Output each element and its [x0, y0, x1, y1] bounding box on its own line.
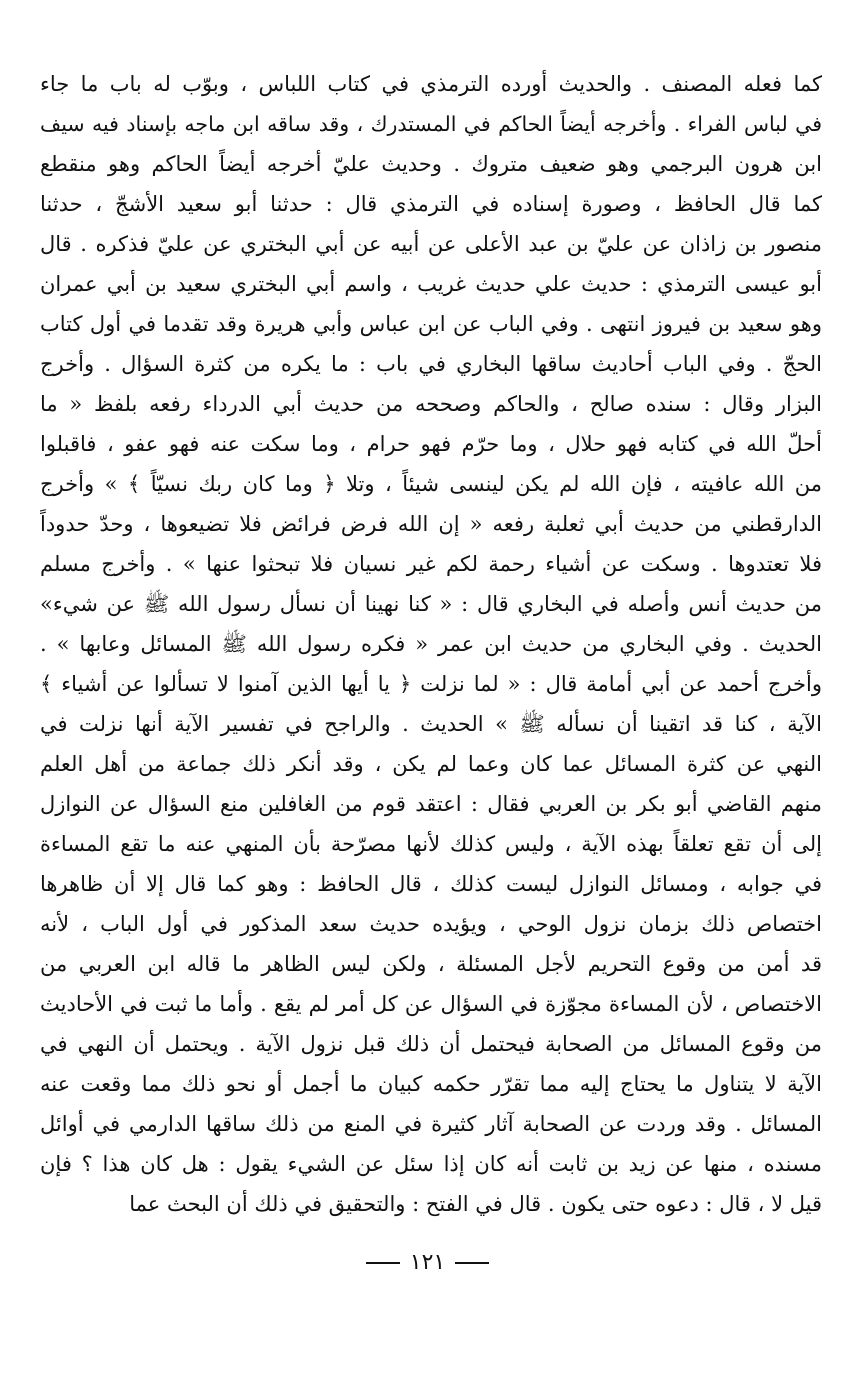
text-line: البزار وقال : سنده صالح ، والحاكم وصححه من حديث أبي الدرداء رفعه بلفظ « ما	[40, 392, 822, 416]
text-line: في لباس الفراء . وأخرجه أيضاً الحاكم في المستدرك ، وقد ساقه ابن ماجه بإسناد فيه سيف	[40, 112, 822, 136]
text-line: وهو سعيد بن فيروز انتهى . وفي الباب عن ابن عباس وأبي هريرة وقد تقدما في أول كتاب	[40, 312, 822, 336]
text-line: أبو عيسى الترمذي : حديث علي حديث غريب ، واسم أبي البختري سعيد بن أبي عمران	[40, 272, 822, 296]
text-line: الآية ، كنا قد اتقينا أن نسأله ﷺ » الحديث . والراجح في تفسير الآية أنها نزلت في	[40, 712, 822, 736]
page-number: ١٢١	[409, 1250, 446, 1275]
footer-dash-right	[366, 1262, 400, 1264]
text-line: الحجّ . وفي الباب أحاديث ساقها البخاري في باب : ما يكره من كثرة السؤال . وأخرج	[40, 352, 822, 376]
text-line: في جوابه ، ومسائل النوازل ليست كذلك ، قال الحافظ : وهو كما قال إلا أن ظاهرها	[40, 872, 822, 896]
text-line: فلا تعتدوها . وسكت عن أشياء رحمة لكم غير نسيان فلا تبحثوا عنها » . وأخرج مسلم	[40, 552, 822, 576]
text-line: مسنده ، منها عن زيد بن ثابت أنه كان إذا سئل عن الشيء يقول : هل كان هذا ؟ فإن	[40, 1152, 822, 1176]
text-line: من وقوع المسائل من الصحابة فيحتمل أن ذلك قبل نزول الآية . ويحتمل أن النهي في	[40, 1032, 822, 1056]
text-line: النهي عن كثرة المسائل عما كان وعما لم يكن ، وقد أنكر ذلك جماعة من أهل العلم	[40, 752, 822, 776]
text-line: اختصاص ذلك بزمان نزول الوحي ، ويؤيده حديث سعد المذكور في أول الباب ، لأنه	[40, 912, 822, 936]
page-footer	[0, 1250, 855, 1275]
text-line: قد أمن من وقوع التحريم لأجل المسئلة ، ولكن ليس الظاهر ما قاله ابن العربي من	[40, 952, 822, 976]
text-line: كما قال الحافظ ، وصورة إسناده في الترمذي قال : حدثنا أبو سعيد الأشجّ ، حدثنا	[40, 192, 822, 216]
text-line: ابن هرون البرجمي وهو ضعيف متروك . وحديث عليّ أخرجه أيضاً الحاكم وهو منقطع	[40, 152, 822, 176]
text-line: إلى أن تقع تعلقاً بهذه الآية ، وليس كذلك لأنها مصرّحة بأن المنهي عنه ما تقع المساءة	[40, 832, 822, 856]
text-line: أحلّ الله في كتابه فهو حلال ، وما حرّم فهو حرام ، وما سكت عنه فهو عفو ، فاقبلوا	[40, 432, 822, 456]
text-line: الآية لا يتناول ما يحتاج إليه مما تقرّر حكمه كبيان ما أجمل أو نحو ذلك مما وقعت عنه	[40, 1072, 822, 1096]
text-line: من حديث أنس وأصله في البخاري قال : « كنا نهينا أن نسأل رسول الله ﷺ عن شيء»	[40, 592, 822, 616]
text-line: الدارقطني من حديث أبي ثعلبة رفعه « إن الله فرض فرائض فلا تضيعوها ، وحدّ حدوداً	[40, 512, 822, 536]
text-line: الحديث . وفي البخاري من حديث ابن عمر « فكره رسول الله ﷺ المسائل وعابها » .	[40, 632, 822, 656]
footer-dash-left	[455, 1262, 489, 1264]
text-line: وأخرج أحمد عن أبي أمامة قال : « لما نزلت ﴿ يا أيها الذين آمنوا لا تسألوا عن أشياء ﴾	[40, 672, 822, 696]
text-line: كما فعله المصنف . والحديث أورده الترمذي في كتاب اللباس ، وبوّب له باب ما جاء	[40, 72, 822, 96]
text-line: المسائل . وقد وردت عن الصحابة آثار كثيرة في المنع من ذلك ساقها الدارمي في أوائل	[40, 1112, 822, 1136]
text-line: منصور بن زاذان عن عليّ بن عبد الأعلى عن أبيه عن أبي البختري عن عليّ فذكره . قال	[40, 232, 822, 256]
text-line: منهم القاضي أبو بكر بن العربي فقال : اعتقد قوم من الغافلين منع السؤال عن النوازل	[40, 792, 822, 816]
body-text	[40, 64, 822, 1224]
text-line: من الله عافيته ، فإن الله لم يكن لينسى شيئاً ، وتلا ﴿ وما كان ربك نسيّاً ﴾ » وأخرج	[40, 472, 822, 496]
text-line: قيل لا ، قال : دعوه حتى يكون . قال في الفتح : والتحقيق في ذلك أن البحث عما	[129, 1192, 822, 1216]
text-line: الاختصاص ، لأن المساءة مجوّزة في السؤال عن كل أمر لم يقع . وأما ما ثبت في الأحاديث	[40, 992, 822, 1016]
